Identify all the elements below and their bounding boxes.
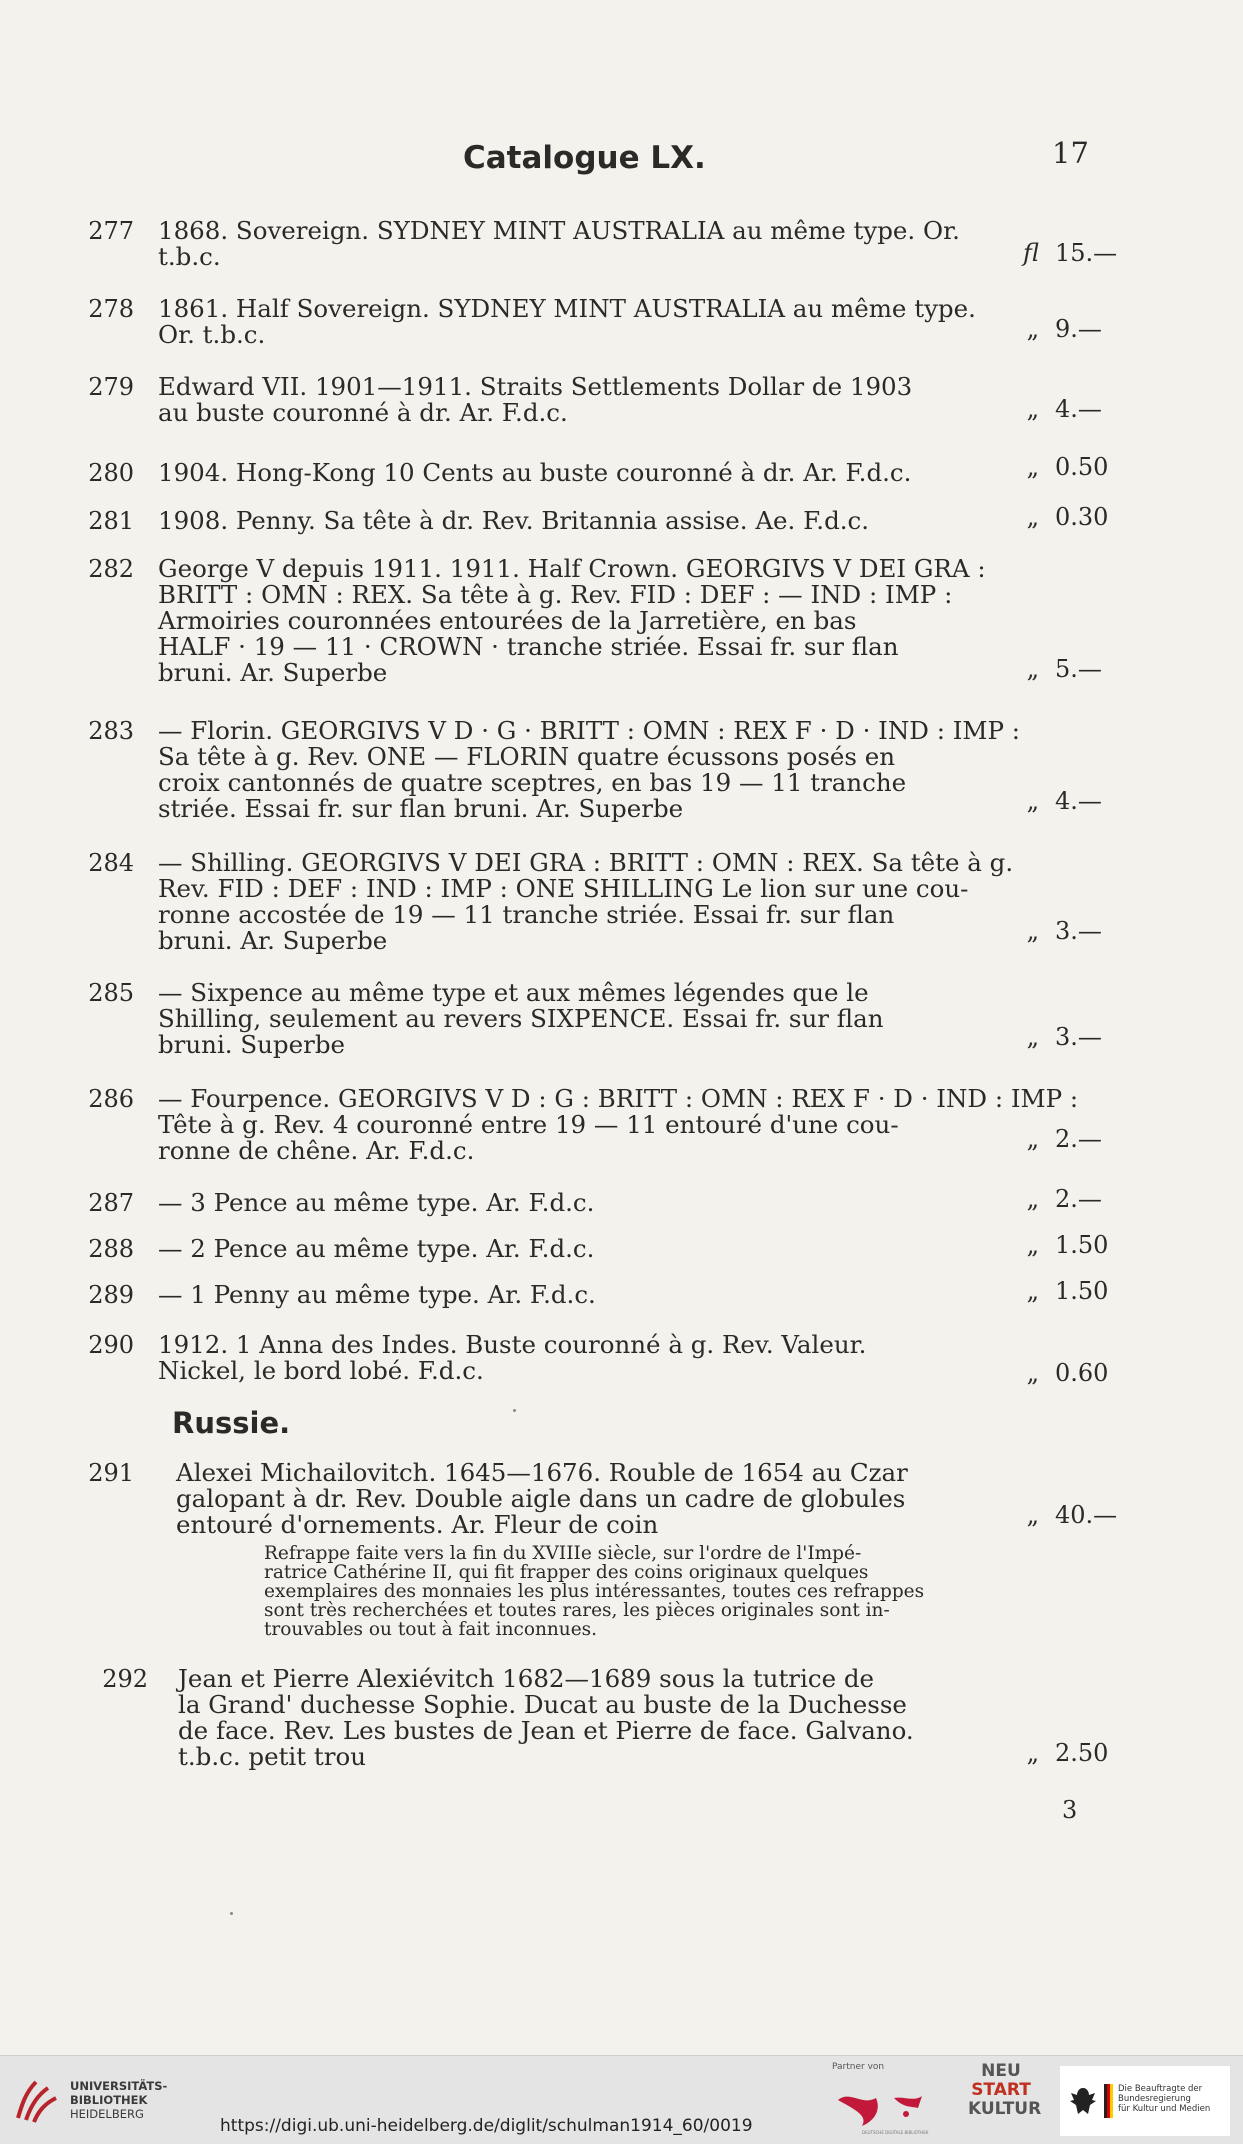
entry-line: bruni. Ar. Superbe	[158, 926, 388, 955]
entry-price	[991, 1502, 1166, 1528]
entry-line: t.b.c. petit trou	[178, 1742, 366, 1771]
entry-number: 280	[88, 459, 134, 487]
price-value: 0.60	[1055, 1359, 1109, 1387]
entry-price	[991, 1186, 1166, 1212]
section-heading-russie: Russie.	[172, 1406, 291, 1440]
entry-price	[991, 1024, 1166, 1050]
uni-line: BIBLIOTHEK	[70, 2093, 148, 2107]
entry-price	[991, 1360, 1166, 1386]
entry-price	[991, 656, 1166, 682]
price-ditto: „	[1026, 1359, 1039, 1387]
entry-line: bruni. Ar. Superbe	[158, 658, 388, 687]
price-value: 3.—	[1055, 917, 1102, 945]
entry-line: galopant à dr. Rev. Double aigle dans un cadre de globules	[176, 1484, 906, 1513]
partner-label: Partner von	[832, 2062, 885, 2072]
bkm-line: Die Beauftragte der Bundesregierung	[1118, 2084, 1203, 2104]
entry-line: George V depuis 1911. 1911. Half Crown. GEORGIVS V DEI GRA :	[158, 554, 986, 583]
price-value: 9.—	[1055, 315, 1102, 343]
entry-line: ronne accostée de 19 — 11 tranche striée. Essai fr. sur flan	[158, 900, 895, 929]
federal-eagle-icon	[1068, 2084, 1098, 2118]
entry-line: Edward VII. 1901—1911. Straits Settlements Dollar de 1903	[158, 372, 913, 401]
entry-line: 1908. Penny. Sa tête à dr. Rev. Britannia assise. Ae. F.d.c.	[158, 506, 870, 535]
price-ditto: „	[1026, 1501, 1039, 1529]
price-ditto: „	[1026, 1185, 1039, 1213]
price-value: 15.—	[1055, 239, 1118, 267]
entry-number: 277	[88, 217, 134, 245]
neustart-line: START	[971, 2080, 1031, 2100]
price-value: 1.50	[1055, 1231, 1109, 1259]
price-value: 0.30	[1055, 503, 1109, 531]
price-ditto: „	[1026, 655, 1039, 683]
entry-line: Rev. FID : DEF : IND : IMP : ONE SHILLING Le lion sur une cou-	[158, 874, 969, 903]
price-value: 0.50	[1055, 453, 1109, 481]
viewer-footer	[0, 2055, 1243, 2144]
entry-line: Tête à g. Rev. 4 couronné entre 19 — 11 entouré d'une cou-	[158, 1110, 899, 1139]
entry-description	[158, 1190, 978, 1216]
entry-line: Armoiries couronnées entourées de la Jarretière, en bas	[158, 606, 857, 635]
entry-price	[991, 454, 1166, 480]
university-library-logo-icon[interactable]	[12, 2074, 60, 2126]
price-currency: fl	[1022, 239, 1039, 267]
entry-description	[158, 508, 978, 534]
note-line: ratrice Cathérine II, qui fit frapper des coins originaux quelques	[264, 1562, 869, 1583]
price-value: 2.50	[1055, 1739, 1109, 1767]
entry-line: bruni. Superbe	[158, 1030, 346, 1059]
neustart-kultur-logo[interactable]	[968, 2061, 1042, 2138]
bkm-logo[interactable]	[1060, 2066, 1230, 2136]
neustart-line: NEU	[981, 2061, 1021, 2081]
price-value: 3.—	[1055, 1023, 1102, 1051]
price-ditto: „	[1026, 503, 1039, 531]
entry-price	[991, 918, 1166, 944]
uni-line: UNIVERSITÄTS-	[70, 2079, 168, 2093]
entry-line: striée. Essai fr. sur flan bruni. Ar. Superbe	[158, 794, 684, 823]
entry-description	[158, 1332, 978, 1384]
entry-line: BRITT : OMN : REX. Sa tête à g. Rev. FID : DEF : — IND : IMP :	[158, 580, 953, 609]
uni-line: HEIDELBERG	[70, 2107, 144, 2121]
bkm-line: für Kultur und Medien	[1118, 2104, 1211, 2114]
entry-line: — 1 Penny au même type. Ar. F.d.c.	[158, 1280, 596, 1309]
price-ditto: „	[1026, 1739, 1039, 1767]
entry-number: 290	[88, 1331, 134, 1359]
signature-mark: 3	[1062, 1796, 1078, 1824]
page-title: Catalogue LX.	[463, 140, 706, 176]
entry-line: la Grand' duchesse Sophie. Ducat au buste de la Duchesse	[178, 1690, 907, 1719]
entry-number: 284	[88, 849, 134, 877]
entry-number: 279	[88, 373, 134, 401]
entry-line: 1868. Sovereign. SYDNEY MINT AUSTRALIA au même type. Or.	[158, 216, 960, 245]
entry-line: — Florin. GEORGIVS V D · G · BRITT : OMN : REX F · D · IND : IMP :	[158, 716, 1021, 745]
price-ditto: „	[1026, 1125, 1039, 1153]
partner-logo-text: DEUTSCHE DIGITALE BIBLIOTHEK	[862, 2130, 929, 2135]
entry-price	[991, 1740, 1166, 1766]
price-value: 5.—	[1055, 655, 1102, 683]
page-number: 17	[1052, 136, 1089, 170]
entry-line: t.b.c.	[158, 242, 221, 271]
entry-number: 282	[88, 555, 134, 583]
entry-number: 278	[88, 295, 134, 323]
entry-price	[991, 1232, 1166, 1258]
neustart-line: KULTUR	[968, 2099, 1042, 2119]
university-library-name	[70, 2079, 167, 2121]
price-value: 1.50	[1055, 1277, 1109, 1305]
entry-line: Shilling, seulement au revers SIXPENCE. Essai fr. sur flan	[158, 1004, 884, 1033]
paper-speck	[513, 1409, 516, 1412]
entry-line: — Fourpence. GEORGIVS V D : G : BRITT : OMN : REX F · D · IND : IMP :	[158, 1084, 1079, 1113]
entry-description	[176, 1460, 996, 1639]
entry-price	[991, 316, 1166, 342]
entry-description	[158, 218, 978, 270]
price-ditto: „	[1026, 1023, 1039, 1051]
entry-number: 291	[88, 1459, 134, 1487]
entry-description	[158, 848, 1014, 955]
price-ditto: „	[1026, 917, 1039, 945]
price-value: 2.—	[1055, 1125, 1102, 1153]
entry-price	[991, 788, 1166, 814]
entry-line: Or. t.b.c.	[158, 320, 266, 349]
price-value: 40.—	[1055, 1501, 1118, 1529]
entry-line: 1861. Half Sovereign. SYDNEY MINT AUSTRALIA au même type.	[158, 294, 976, 323]
entry-description	[158, 374, 978, 426]
bkm-text	[1118, 2084, 1230, 2114]
entry-line: au buste couronné à dr. Ar. F.d.c.	[158, 398, 568, 427]
entry-price	[991, 240, 1166, 266]
entry-line: 1912. 1 Anna des Indes. Buste couronné à g. Rev. Valeur.	[158, 1330, 867, 1359]
entry-line: — 2 Pence au même type. Ar. F.d.c.	[158, 1234, 595, 1263]
note-line: exemplaires des monnaies les plus intéressantes, toutes ces refrappes	[264, 1581, 925, 1602]
note-line: Refrappe faite vers la fin du XVIIIe siècle, sur l'ordre de l'Impé-	[264, 1543, 862, 1564]
entry-line: croix cantonnés de quatre sceptres, en bas 19 — 11 tranche	[158, 768, 907, 797]
entry-price	[991, 1126, 1166, 1152]
entry-line: — Sixpence au même type et aux mêmes légendes que le	[158, 978, 869, 1007]
entry-description	[158, 460, 978, 486]
entry-description	[178, 1666, 998, 1770]
price-ditto: „	[1026, 1231, 1039, 1259]
entry-line: — 3 Pence au même type. Ar. F.d.c.	[158, 1188, 595, 1217]
entry-number: 281	[88, 507, 134, 535]
entry-line: de face. Rev. Les bustes de Jean et Pierre de face. Galvano.	[178, 1716, 914, 1745]
price-ditto: „	[1026, 453, 1039, 481]
entry-description	[158, 296, 978, 348]
note-line: sont très recherchées et toutes rares, les pièces originales sont in-	[264, 1600, 890, 1621]
entry-line: Sa tête à g. Rev. ONE — FLORIN quatre écussons posés en	[158, 742, 896, 771]
entry-description	[158, 1084, 1079, 1165]
price-value: 2.—	[1055, 1185, 1102, 1213]
flag-stripe-gold	[1110, 2084, 1113, 2118]
entry-line: Alexei Michailovitch. 1645—1676. Rouble de 1654 au Czar	[176, 1458, 908, 1487]
entry-number: 285	[88, 979, 134, 1007]
entry-line: HALF · 19 — 11 · CROWN · tranche striée. Essai fr. sur flan	[158, 632, 899, 661]
entry-number: 289	[88, 1281, 134, 1309]
entry-number: 286	[88, 1085, 134, 1113]
entry-line: — Shilling. GEORGIVS V DEI GRA : BRITT : OMN : REX. Sa tête à g.	[158, 848, 1014, 877]
entry-footnote	[264, 1544, 996, 1639]
permalink-url[interactable]: https://digi.ub.uni-heidelberg.de/diglit/schulman1914_60/0019	[220, 2116, 753, 2136]
entry-description	[158, 1236, 978, 1262]
price-ditto: „	[1026, 787, 1039, 815]
note-line: trouvables ou tout à fait inconnues.	[264, 1619, 598, 1640]
price-ditto: „	[1026, 1277, 1039, 1305]
price-value: 4.—	[1055, 395, 1102, 423]
entry-number: 288	[88, 1235, 134, 1263]
paper-speck	[230, 1912, 233, 1915]
entry-description	[158, 1282, 978, 1308]
entry-description	[158, 980, 978, 1058]
entry-line: Nickel, le bord lobé. F.d.c.	[158, 1356, 484, 1385]
entry-description	[158, 716, 1021, 823]
entry-number: 292	[102, 1665, 148, 1693]
entry-line: ronne de chêne. Ar. F.d.c.	[158, 1136, 475, 1165]
price-ditto: „	[1026, 315, 1039, 343]
partner-ddb-logo-icon[interactable]	[832, 2076, 952, 2138]
entry-line: entouré d'ornements. Ar. Fleur de coin	[176, 1510, 659, 1539]
price-value: 4.—	[1055, 787, 1102, 815]
entry-number: 283	[88, 717, 134, 745]
entry-price	[991, 396, 1166, 422]
entry-price	[991, 1278, 1166, 1304]
entry-line: Jean et Pierre Alexiévitch 1682—1689 sous la tutrice de	[178, 1664, 875, 1693]
entry-number: 287	[88, 1189, 134, 1217]
entry-description	[158, 554, 986, 687]
price-ditto: „	[1026, 395, 1039, 423]
entry-line: 1904. Hong-Kong 10 Cents au buste couronné à dr. Ar. F.d.c.	[158, 458, 912, 487]
entry-price	[991, 504, 1166, 530]
